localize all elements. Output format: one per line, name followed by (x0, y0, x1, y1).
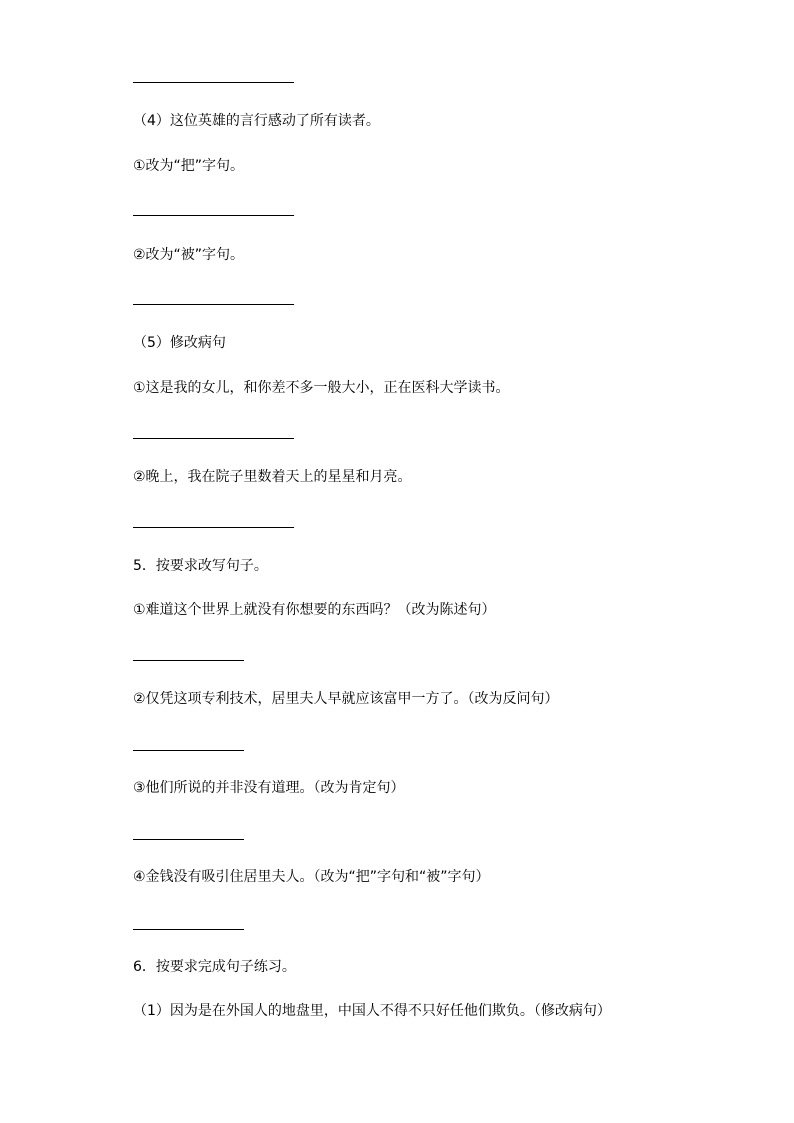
section-6-title: 6．按要求完成句子练习。 (133, 959, 296, 975)
answer-blank[interactable] (133, 527, 294, 528)
section-5-item-2: ②仅凭这项专利技术，居里夫人早就应该富甲一方了。（改为反问句） (133, 691, 559, 707)
question-5-item-1: ①这是我的女儿，和你差不多一般大小，正在医科大学读书。 (133, 380, 510, 396)
question-4-title: （4）这位英雄的言行感动了所有读者。 (133, 113, 380, 129)
answer-blank[interactable] (133, 750, 244, 751)
answer-blank[interactable] (133, 304, 294, 305)
answer-blank[interactable] (133, 660, 244, 661)
section-5-item-4: ④金钱没有吸引住居里夫人。（改为“把”字句和“被”字句） (133, 869, 490, 885)
section-5-title: 5．按要求改写句子。 (133, 558, 268, 574)
question-5-title: （5）修改病句 (133, 335, 226, 351)
section-5-item-3: ③他们所说的并非没有道理。（改为肯定句） (133, 780, 405, 796)
answer-blank[interactable] (133, 438, 294, 439)
section-6-item-1: （1）因为是在外国人的地盘里，中国人不得不只好任他们欺负。（修改病句） (133, 1003, 611, 1019)
answer-blank[interactable] (133, 929, 244, 930)
section-5-item-1: ①难道这个世界上就没有你想要的东西吗？（改为陈述句） (133, 602, 496, 618)
question-4-item-1: ①改为“把”字句。 (133, 158, 245, 174)
answer-blank[interactable] (133, 839, 244, 840)
question-4-item-2: ②改为“被”字句。 (133, 247, 245, 263)
question-5-item-2: ②晚上，我在院子里数着天上的星星和月亮。 (133, 469, 412, 485)
answer-blank[interactable] (133, 82, 294, 83)
answer-blank[interactable] (133, 215, 294, 216)
